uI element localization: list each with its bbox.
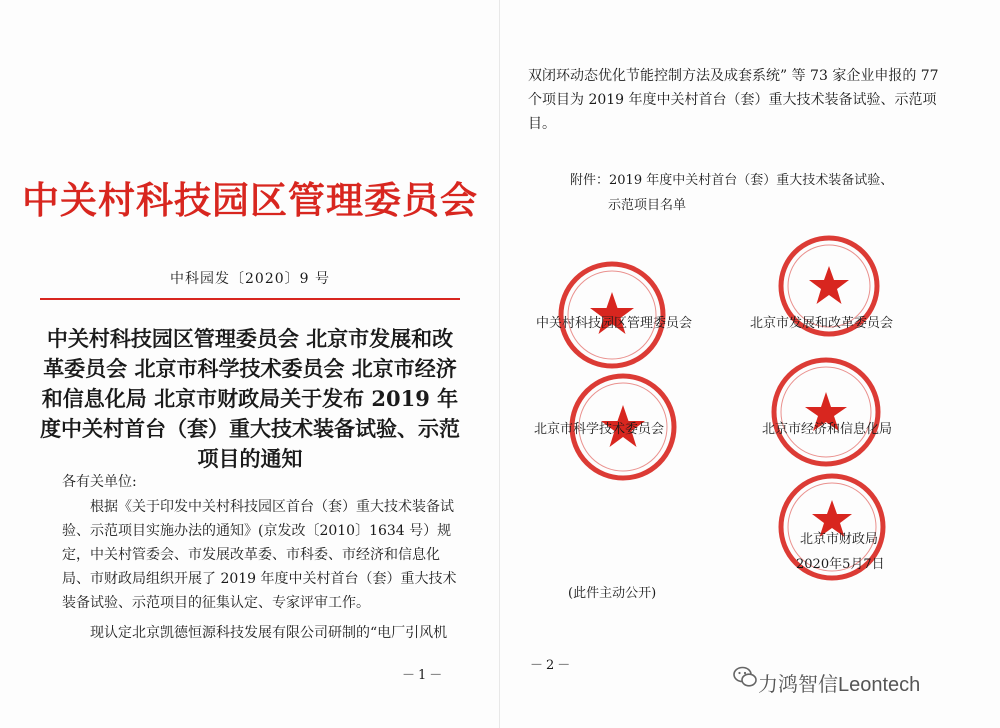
- attachment-line-1: 附件：2019 年度中关村首台（套）重大技术装备试验、: [570, 173, 894, 188]
- salutation: 各有关单位:: [62, 474, 137, 490]
- seal-economy-information-bureau: [770, 356, 882, 468]
- attachment-line-2: 示范项目名单: [608, 198, 687, 213]
- signer-3: 北京市科学技术委员会: [534, 422, 665, 437]
- signer-1: 中关村科技园区管理委员会: [536, 316, 693, 331]
- page-number-left: －1－: [402, 668, 446, 683]
- red-rule-divider: [40, 298, 460, 300]
- org-title: 中关村科技园区管理委员会: [22, 178, 478, 222]
- right-page: [500, 0, 1000, 728]
- notice-title: 中关村科技园区管理委员会 北京市发展和改革委员会 北京市科学技术委员会 北京市经济和信息化局 北京市财政局关于发布 2019 年度中关村首台（套）重大技术装备试验、示范项目的通知: [40, 326, 460, 471]
- wechat-icon: [733, 666, 757, 688]
- document-number: 中科园发〔2020〕9 号: [170, 271, 330, 287]
- body-paragraph-1: 根据《关于印发中关村科技园区首台（套）重大技术装备试验、示范项目实施办法的通知》(京发改〔2010〕1634 号）规定，中关村管委会、市发展改革委、市科委、市经济和信息化局、市财政局组织开展了 2019 年度中关村首台（套）重大技术装备试验、示范项目的征集认定、专家评审工作。: [62, 499, 457, 611]
- issue-date: 2020年5月7日: [796, 557, 885, 572]
- page-number-right: －2－: [530, 658, 574, 673]
- signer-4: 北京市经济和信息化局: [762, 422, 893, 437]
- signer-2: 北京市发展和改革委员会: [750, 316, 894, 331]
- public-notice: (此件主动公开): [568, 586, 657, 601]
- signer-5: 北京市财政局: [800, 532, 879, 547]
- body-paragraph-2: 现认定北京凯德恒源科技发展有限公司研制的“电厂引风机: [90, 625, 448, 641]
- continuation-paragraph: 双闭环动态优化节能控制方法及成套系统” 等 73 家企业申报的 77 个项目为 2019 年度中关村首台（套）重大技术装备试验、示范项目。: [528, 68, 939, 132]
- watermark-text: 力鸿智信Leontech: [758, 674, 921, 696]
